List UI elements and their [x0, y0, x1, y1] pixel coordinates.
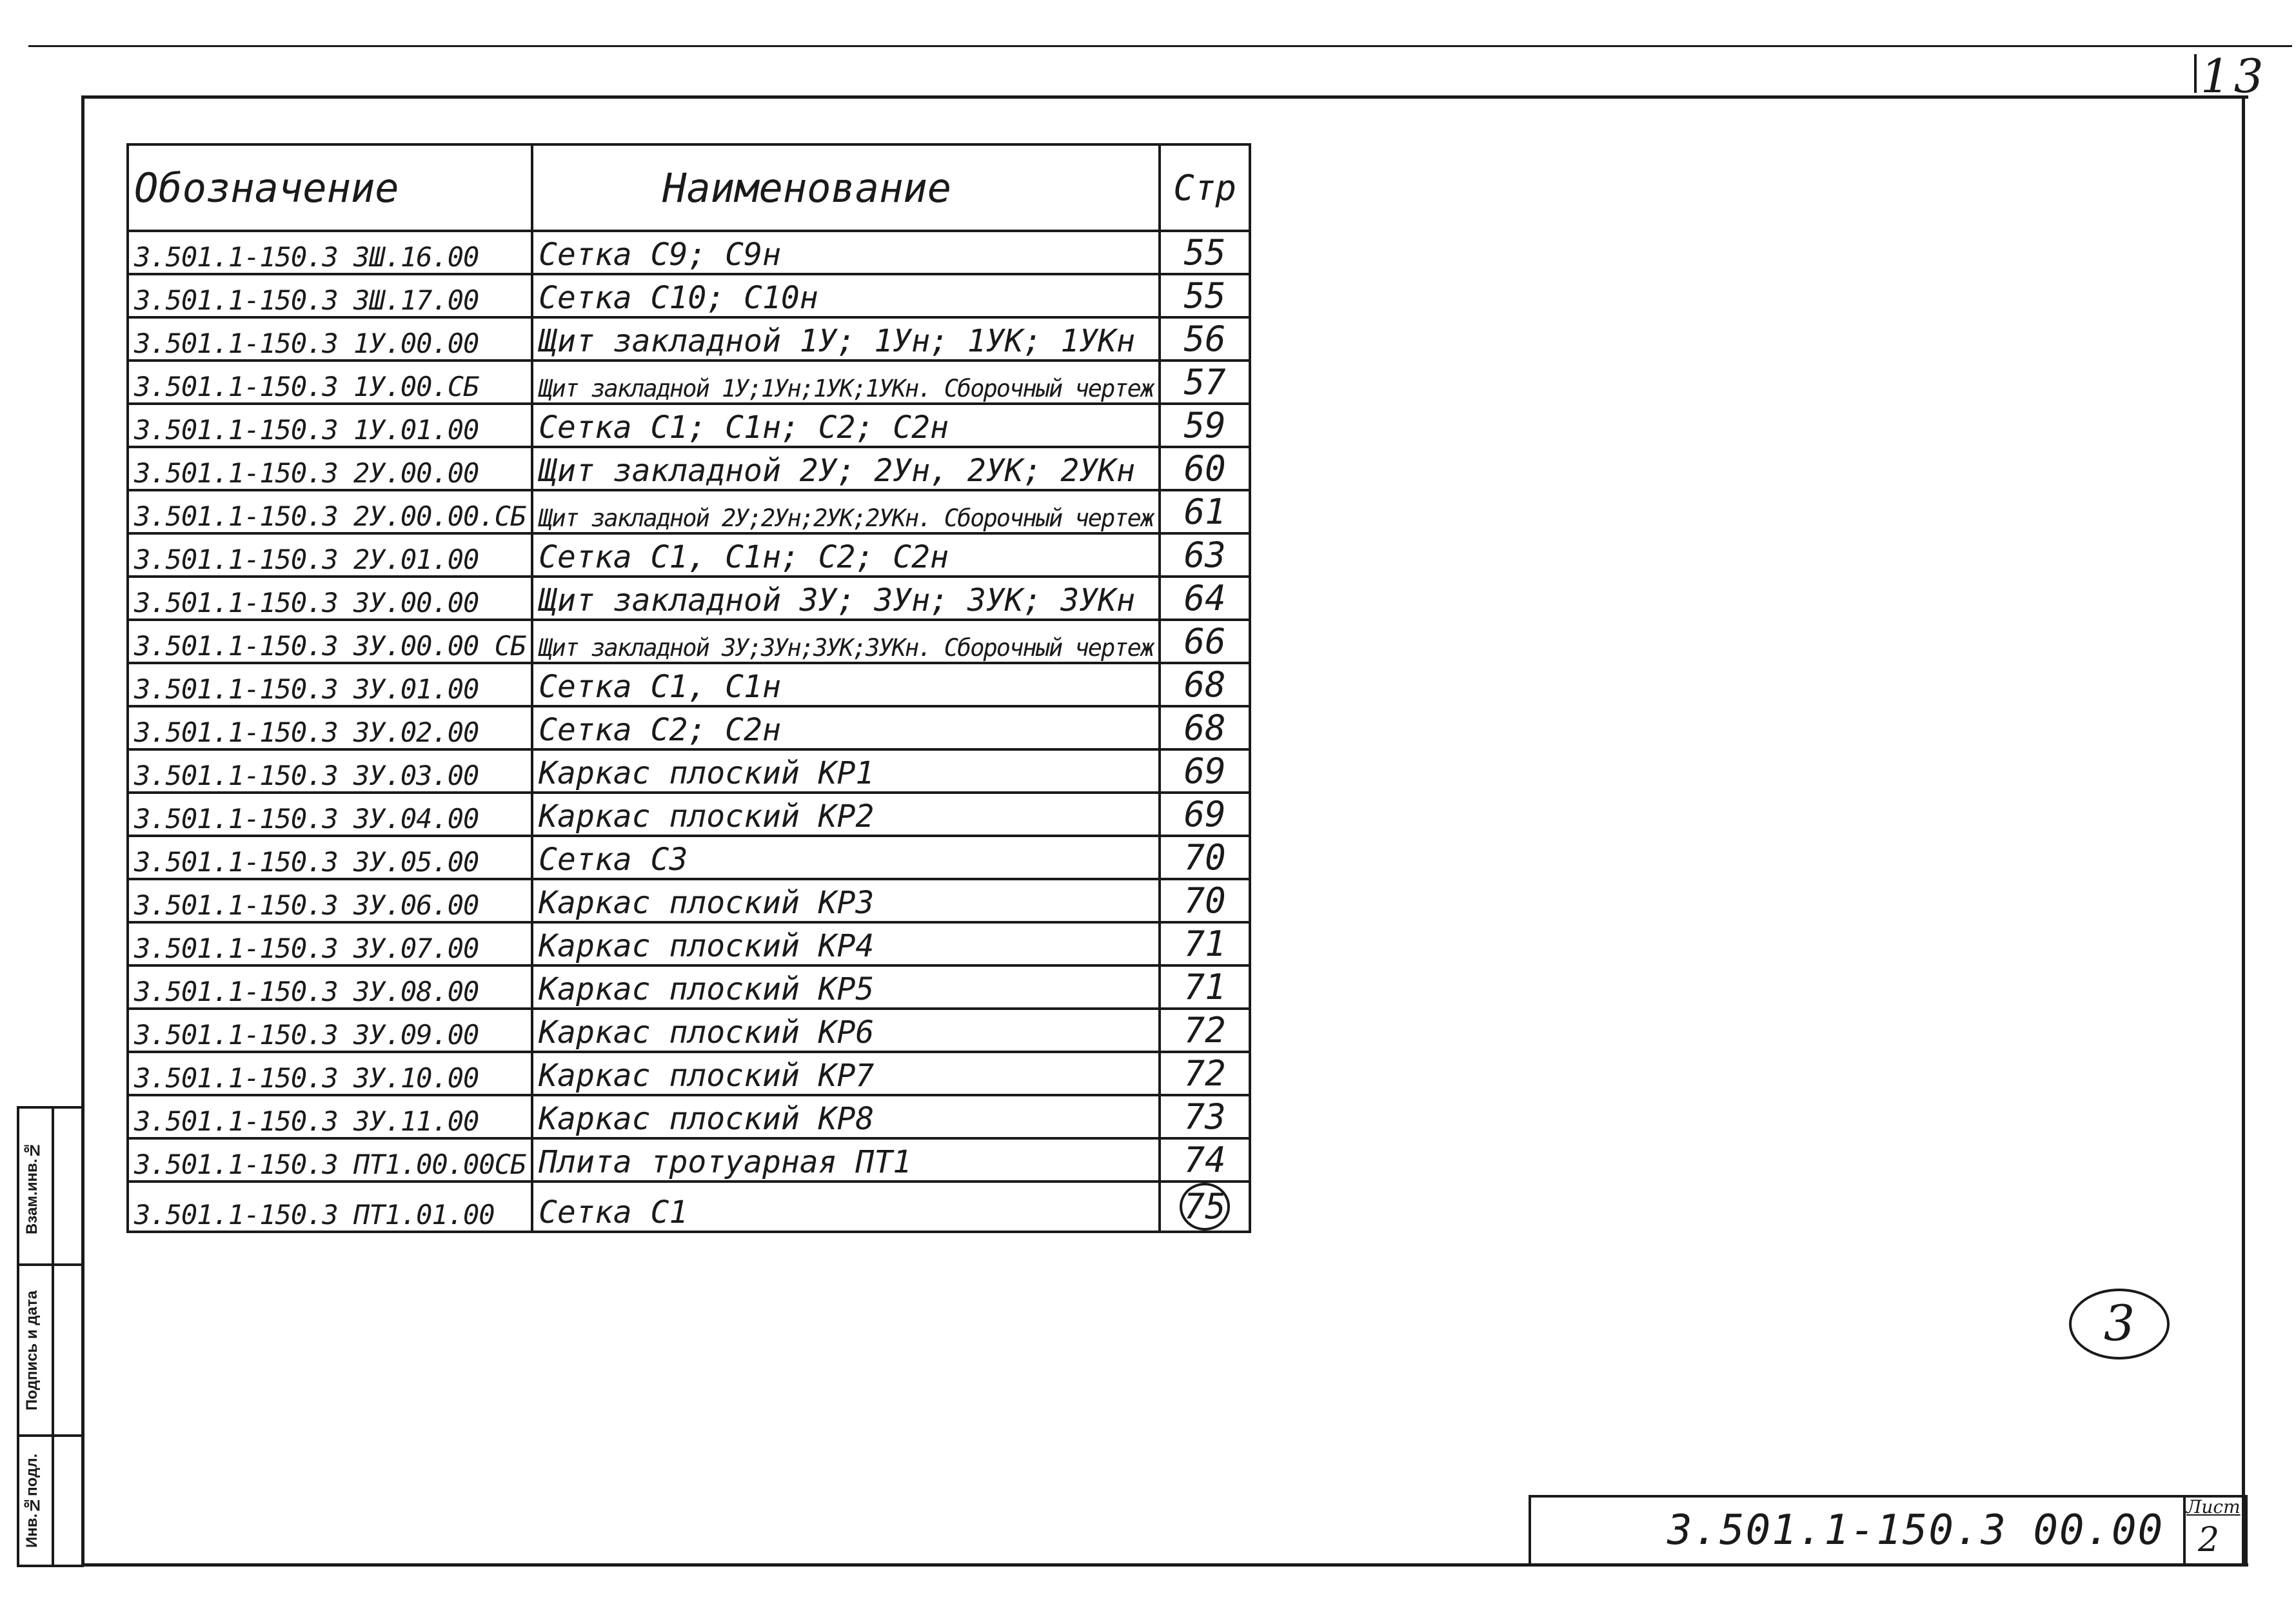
- side-stamp-row-divider-2: [19, 1434, 81, 1437]
- row-code: 3.501.1-150.3 3У.01.00: [128, 663, 532, 706]
- table-row: [128, 836, 1250, 879]
- row-name: Каркас плоский КР2: [532, 793, 1160, 836]
- table-row: [128, 879, 1250, 922]
- row-code: 3.501.1-150.3 1У.01.00: [128, 404, 532, 447]
- row-code: 3.501.1-150.3 3У.02.00: [128, 706, 532, 749]
- table-row: [128, 663, 1250, 706]
- row-name: Щит закладной 3У; 3Ун; 3УК; 3УКн: [532, 577, 1160, 620]
- row-page: 64: [1160, 577, 1250, 620]
- table-row: [128, 231, 1250, 274]
- row-code: 3.501.1-150.3 3У.08.00: [128, 965, 532, 1009]
- table-row: [128, 447, 1250, 490]
- row-name: Каркас плоский КР4: [532, 922, 1160, 965]
- row-page: 71: [1160, 922, 1250, 965]
- row-page: 72: [1160, 1009, 1250, 1052]
- row-page: 55: [1160, 231, 1250, 274]
- row-page: 59: [1160, 404, 1250, 447]
- row-code: 3.501.1-150.3 3Ш.16.00: [128, 231, 532, 274]
- table-row: [128, 490, 1250, 533]
- circled-sheet-mark: 3: [2069, 1289, 2170, 1360]
- table-row: [128, 1138, 1250, 1182]
- row-code: 3.501.1-150.3 2У.00.00.СБ: [128, 490, 532, 533]
- row-page: 68: [1160, 706, 1250, 749]
- row-name: Щит закладной 1У;1Ун;1УК;1УКн. Сборочный чертеж: [532, 361, 1160, 404]
- row-name: Сетка С1, С1н: [532, 663, 1160, 706]
- table-row: [128, 1095, 1250, 1138]
- table-row: [128, 274, 1250, 317]
- row-page: 66: [1160, 620, 1250, 663]
- row-page: 71: [1160, 965, 1250, 1009]
- row-name: Щит закладной 1У; 1Ун; 1УК; 1УКн: [532, 317, 1160, 361]
- row-name: Каркас плоский КР3: [532, 879, 1160, 922]
- header-code: Обозначение: [128, 144, 532, 231]
- table-row: [128, 361, 1250, 404]
- table-row: [128, 577, 1250, 620]
- side-stamp-inv-replace: Взам.инв.№: [23, 1141, 41, 1234]
- row-page: 60: [1160, 447, 1250, 490]
- row-page: 69: [1160, 749, 1250, 793]
- specification-table: [126, 143, 1251, 1233]
- row-code: 3.501.1-150.3 3У.06.00: [128, 879, 532, 922]
- table-row: [128, 1182, 1250, 1232]
- row-code: 3.501.1-150.3 ПТ1.00.00СБ: [128, 1138, 532, 1182]
- row-name: Сетка С3: [532, 836, 1160, 879]
- row-name: Сетка С1, С1н; С2; С2н: [532, 533, 1160, 577]
- row-code: 3.501.1-150.3 3У.11.00: [128, 1095, 532, 1138]
- row-code: 3.501.1-150.3 1У.00.00: [128, 317, 532, 361]
- row-code: 3.501.1-150.3 3У.03.00: [128, 749, 532, 793]
- table-row: [128, 965, 1250, 1009]
- row-code: 3.501.1-150.3 3У.10.00: [128, 1052, 532, 1095]
- table-row: [128, 533, 1250, 577]
- table-row: [128, 1009, 1250, 1052]
- row-name: Сетка С10; С10н: [532, 274, 1160, 317]
- row-code: 3.501.1-150.3 3У.00.00 СБ: [128, 620, 532, 663]
- table-row: [128, 620, 1250, 663]
- table-row: [128, 317, 1250, 361]
- sheet-label: Лист: [2186, 1496, 2241, 1518]
- circled-page-number: 75: [1180, 1183, 1230, 1231]
- row-name: Щит закладной 2У;2Ун;2УК;2УКн. Сборочный чертеж: [532, 490, 1160, 533]
- row-page: 74: [1160, 1138, 1250, 1182]
- row-name: Сетка С9; С9н: [532, 231, 1160, 274]
- row-page: 63: [1160, 533, 1250, 577]
- frame-top-line: [81, 95, 2248, 99]
- top-trim-line: [28, 45, 2292, 47]
- side-stamp-row-divider-1: [19, 1263, 81, 1266]
- side-stamp-divider: [52, 1109, 54, 1565]
- row-page: 72: [1160, 1052, 1250, 1095]
- table-row: [128, 706, 1250, 749]
- header-name: Наименование: [532, 144, 1160, 231]
- row-page: [1160, 1182, 1250, 1232]
- header-page: Стр: [1160, 144, 1250, 231]
- row-name: Щит закладной 2У; 2Ун, 2УК; 2УКн: [532, 447, 1160, 490]
- table-header-row: [128, 144, 1250, 231]
- row-page: 70: [1160, 836, 1250, 879]
- row-code: 3.501.1-150.3 2У.01.00: [128, 533, 532, 577]
- row-page: 70: [1160, 879, 1250, 922]
- row-page: 68: [1160, 663, 1250, 706]
- row-name: Каркас плоский КР5: [532, 965, 1160, 1009]
- sheet-number: 13: [2201, 49, 2268, 103]
- table-row: [128, 793, 1250, 836]
- side-stamp: [17, 1106, 84, 1567]
- row-name: Сетка С1; С1н; С2; С2н: [532, 404, 1160, 447]
- row-page: 57: [1160, 361, 1250, 404]
- row-name: Щит закладной 3У;3Ун;3УК;3УКн. Сборочный чертеж: [532, 620, 1160, 663]
- row-code: 3.501.1-150.3 1У.00.СБ: [128, 361, 532, 404]
- row-code: 3.501.1-150.3 2У.00.00: [128, 447, 532, 490]
- document-code: 3.501.1-150.3 00.00: [1667, 1507, 2164, 1554]
- frame-right-line: [2242, 95, 2245, 1566]
- row-code: 3.501.1-150.3 ПТ1.01.00: [128, 1182, 532, 1232]
- row-name: Плита тротуарная ПТ1: [532, 1138, 1160, 1182]
- sheet-value: 2: [2198, 1521, 2220, 1559]
- row-page: 73: [1160, 1095, 1250, 1138]
- row-name: Каркас плоский КР7: [532, 1052, 1160, 1095]
- row-code: 3.501.1-150.3 3Ш.17.00: [128, 274, 532, 317]
- row-name: Сетка С1: [532, 1182, 1160, 1232]
- row-page: 55: [1160, 274, 1250, 317]
- table-row: [128, 922, 1250, 965]
- row-code: 3.501.1-150.3 3У.00.00: [128, 577, 532, 620]
- row-code: 3.501.1-150.3 3У.04.00: [128, 793, 532, 836]
- row-name: Каркас плоский КР1: [532, 749, 1160, 793]
- row-page: 69: [1160, 793, 1250, 836]
- table-row: [128, 749, 1250, 793]
- row-code: 3.501.1-150.3 3У.09.00: [128, 1009, 532, 1052]
- row-page: 56: [1160, 317, 1250, 361]
- table-row: [128, 404, 1250, 447]
- row-name: Сетка С2; С2н: [532, 706, 1160, 749]
- side-stamp-inv-orig: Инв.№подл.: [23, 1453, 41, 1548]
- row-name: Каркас плоский КР6: [532, 1009, 1160, 1052]
- row-code: 3.501.1-150.3 3У.05.00: [128, 836, 532, 879]
- row-code: 3.501.1-150.3 3У.07.00: [128, 922, 532, 965]
- side-stamp-sign-date: Подпись и дата: [23, 1291, 41, 1410]
- table-row: [128, 1052, 1250, 1095]
- table-body: [128, 231, 1250, 1232]
- row-name: Каркас плоский КР8: [532, 1095, 1160, 1138]
- row-page: 61: [1160, 490, 1250, 533]
- sheet-number-tick: [2194, 54, 2197, 93]
